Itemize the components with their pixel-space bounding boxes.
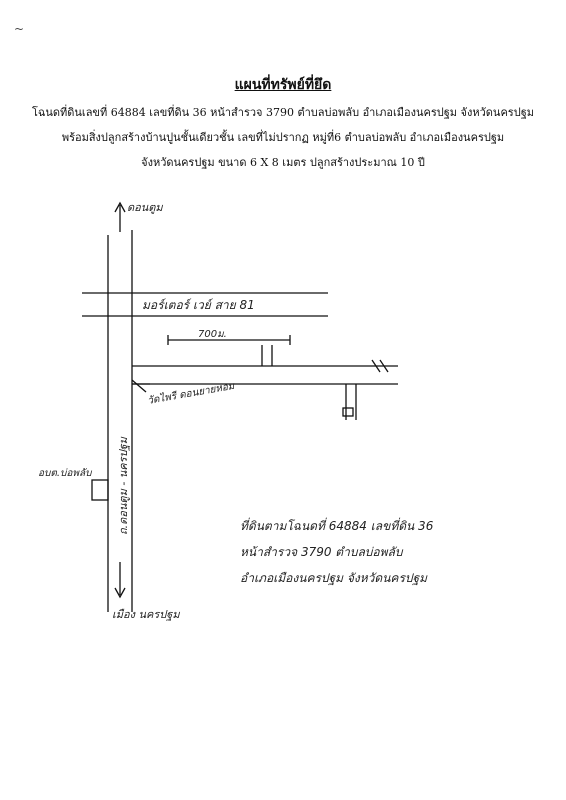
document-title: แผนที่ทรัพย์ที่ยึด [234,77,332,93]
south-label: เมือง นครปฐม [112,608,180,621]
temple-label: วัดไพรี ดอนยายหอม [146,380,236,407]
north-label: ดอนตูม [127,201,163,214]
vertical-road-label: ถ.ดอนตูม - นครปฐม [117,437,130,535]
corner-mark: ~ [14,22,25,36]
description-line-1: โฉนดที่ดินเลขที่ 64884 เลขที่ดิน 36 หน้าสำรวจ 3790 ตำบลบ่อพลับ อำเภอเมืองนครปฐม จังหวัดนครปฐม [31,106,535,119]
description-line-3: จังหวัดนครปฐม ขนาด 6 X 8 เมตร ปลูกสร้างประมาณ 10 ปี [141,156,425,169]
property-marker [343,408,353,416]
subdistrict-office-box [92,480,108,500]
distance-label: 700ม. [198,329,227,340]
description-line-2: พร้อมสิ่งปลูกสร้างบ้านปูนชั้นเดียวชั้น เลขที่ไม่ปรากฏ หมู่ที่6 ตำบลบ่อพลับ อำเภอเมืองนครปฐม [61,131,505,144]
motorway-label: มอร์เตอร์ เวย์ สาย 81 [142,298,255,312]
subdistrict-label: อบต.บ่อพลับ [38,468,92,479]
note-line-3: อำเภอเมืองนครปฐม จังหวัดนครปฐม [240,571,428,585]
note-line-2: หน้าสำรวจ 3790 ตำบลบ่อพลับ [240,545,403,559]
note-line-1: ที่ดินตามโฉนดที่ 64884 เลขที่ดิน 36 [240,519,434,533]
temple-pointer [132,380,146,392]
